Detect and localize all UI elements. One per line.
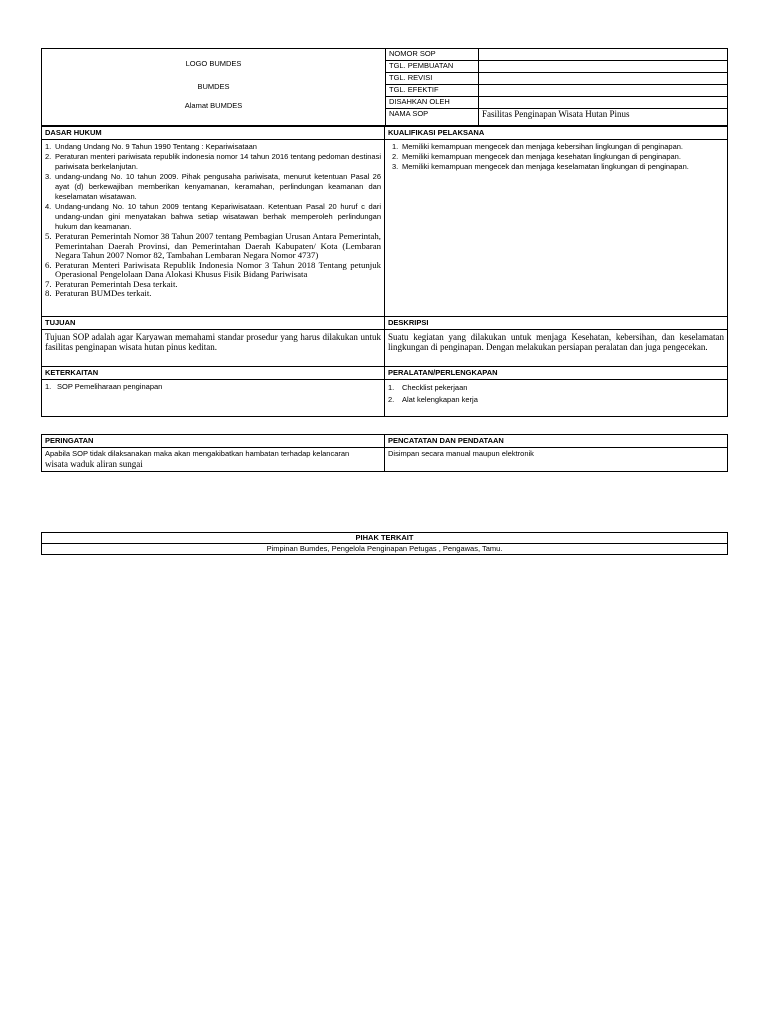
sop-name-value: Fasilitas Penginapan Wisata Hutan Pinus (479, 109, 728, 126)
org-address: Alamat BUMDES (184, 101, 243, 110)
field-value (479, 73, 728, 85)
deskripsi-heading: DESKRIPSI (385, 317, 728, 330)
list-item: 8. Peraturan BUMDes terkait. (45, 288, 152, 298)
peralatan-heading: PERALATAN/PERLENGKAPAN (385, 367, 728, 380)
tujuan-heading: TUJUAN (42, 317, 385, 330)
field-value (479, 97, 728, 109)
kualifikasi-cell (385, 140, 728, 317)
list-item: 5. Peraturan Pemerintah Nomor 38 Tahun 2007 tentang Pembagian Urusan Antara Pemerintah, Pemerintahan Daerah Provinsi, dan Pemerintahan Daerah Kabupaten/ Kota (Lembaran Negara Tahun 2007 Nomor 82, Tambahan Lembaran Negara Nomor 4737) (45, 231, 381, 260)
list-item: 4. Undang-undang No. 10 tahun 2009 tentang Kepariwisataan. Ketentuan Pasal 20 huruf c dari undang-undan gini menyatakan bahwa setiap wisatawan berhak memperoleh perlindungan hukum dan keamanan. (45, 202, 381, 231)
field-label: NOMOR SOP (386, 49, 479, 61)
pihak-terkait-table (41, 532, 728, 555)
peringatan-cell (42, 448, 385, 472)
field-value (479, 49, 728, 61)
field-value (479, 61, 728, 73)
kualifikasi-heading: KUALIFIKASI PELAKSANA (385, 127, 728, 140)
org-name: BUMDES (197, 82, 230, 91)
pihak-terkait-text: Pimpinan Bumdes, Pengelola Penginapan Petugas , Pengawas, Tamu. (42, 544, 728, 555)
list-item: 3. Memiliki kemampuan mengecek dan menjaga keselamatan lingkungan di penginapan. (392, 162, 689, 171)
list-item: 1. Memiliki kemampuan mengecek dan menjaga kebersihan lingkungan di penginapan. (392, 142, 684, 151)
field-label: TGL. EFEKTIF (386, 85, 479, 97)
list-item: 7. Peraturan Pemerintah Desa terkait. (45, 278, 178, 289)
pihak-terkait-heading: PIHAK TERKAIT (42, 533, 728, 544)
dasar-hukum-heading: DASAR HUKUM (42, 127, 385, 140)
field-label: DISAHKAN OLEH (386, 97, 479, 109)
list-item: 2. Alat kelengkapan kerja (388, 395, 478, 404)
peralatan-cell (385, 380, 728, 417)
peringatan-text: Apabila SOP tidak dilaksanakan maka akan mengakibatkan hambatan terhadap kelancaran (45, 449, 350, 458)
logo-text: LOGO BUMDES (185, 59, 242, 68)
field-value (479, 85, 728, 97)
list-item: 1. Undang Undang No. 9 Tahun 1990 Tentang : Kepariwisataan (45, 142, 257, 151)
keterkaitan-heading: KETERKAITAN (42, 367, 385, 380)
field-label: NAMA SOP (386, 109, 479, 126)
deskripsi-text: Suatu kegiatan yang dilakukan untuk menjaga Kesehatan, kebersihan, dan keselamatan lingkungan di penginapan. Dengan melakukan persiapan peralatan dan juga pengecekan. (385, 330, 728, 367)
list-item: 2. Peraturan menteri pariwisata republik indonesia nomor 14 tahun 2016 tentang pedoman destinasi pariwisata berkelanjutan. (45, 152, 381, 171)
logo-cell (42, 49, 386, 126)
list-item: 1. Checklist pekerjaan (388, 383, 468, 392)
list-item: 3. undang-undang No. 10 tahun 2009. Pihak pengusaha pariwisata, menurut ketentuan Pasal 26 ayat (d) berkewajiban memberikan kenyamanan, keramahan, perlindungan keamanan dan keselamatan wisatawan. (45, 172, 381, 201)
field-label: TGL. PEMBUATAN (386, 61, 479, 73)
pencatatan-text: Disimpan secara manual maupun elektronik (385, 448, 728, 472)
pencatatan-heading: PENCATATAN DAN PENDATAAN (385, 435, 728, 448)
keterkaitan-cell (42, 380, 385, 417)
tujuan-text: Tujuan SOP adalah agar Karyawan memahami standar prosedur yang harus dilakukan untuk fasilitas penginapan wisata hutan pinus keditan. (42, 330, 385, 367)
list-item: 1. SOP Pemeliharaan penginapan (45, 382, 163, 391)
peringatan-heading: PERINGATAN (42, 435, 385, 448)
list-item: 6. Peraturan Menteri Pariwisata Republik Indonesia Nomor 3 Tahun 2018 Tentang petunjuk Operasional Pengelolaan Dana Alokasi Khusus Fisik Bidang Pariwisata (45, 259, 381, 279)
peringatan-table (41, 434, 728, 472)
sop-main-table (41, 126, 728, 417)
field-label: TGL. REVISI (386, 73, 479, 85)
sop-header-table (41, 48, 728, 126)
peringatan-text-cont: wisata waduk aliran sungai (45, 459, 143, 469)
list-item: 2. Memiliki kemampuan mengecek dan menjaga kesehatan lingkungan di penginapan. (392, 152, 681, 161)
dasar-hukum-cell (42, 140, 385, 317)
